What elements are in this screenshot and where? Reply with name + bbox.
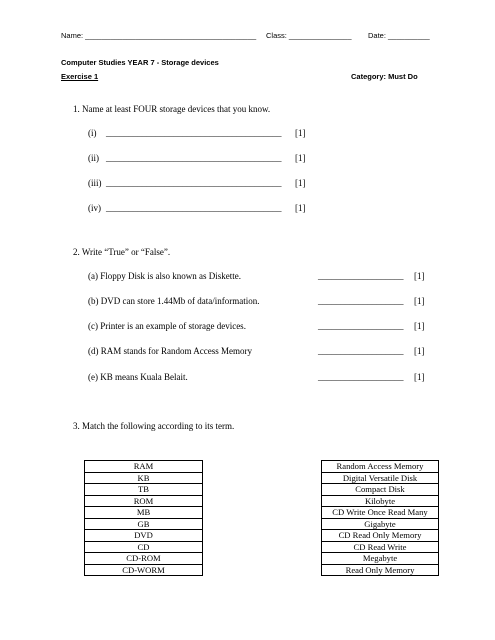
q2-statement: (e) KB means Kuala Belait. <box>88 372 188 382</box>
term-cell[interactable]: RAM <box>85 461 203 473</box>
q2-mark: [1] <box>414 296 425 306</box>
table-row <box>322 461 439 473</box>
q2-statement: (c) Printer is an example of storage devices. <box>88 321 246 331</box>
table-row <box>322 541 439 553</box>
table-row <box>85 564 203 576</box>
table-row <box>322 564 439 576</box>
definition-cell[interactable]: CD Read Write <box>322 541 439 553</box>
table-row <box>322 507 439 519</box>
definition-cell[interactable]: CD Read Only Memory <box>322 530 439 542</box>
q2-mark: [1] <box>414 271 425 281</box>
term-cell[interactable]: ROM <box>85 495 203 507</box>
term-cell[interactable]: KB <box>85 472 203 484</box>
term-cell[interactable]: CD <box>85 541 203 553</box>
definition-cell[interactable]: Digital Versatile Disk <box>322 472 439 484</box>
table-row <box>85 541 203 553</box>
q1-mark: [1] <box>295 153 306 163</box>
name-field-label[interactable]: Name: _________________________________________ <box>61 31 257 40</box>
q2-answer-line[interactable]: ___________________ <box>318 372 404 382</box>
q1-item-label: (i) <box>88 128 97 138</box>
q1-mark: [1] <box>295 178 306 188</box>
table-row <box>85 495 203 507</box>
question-1-prompt: 1. Name at least FOUR storage devices that you know. <box>73 104 271 114</box>
question-2-prompt: 2. Write “True” or “False”. <box>73 247 171 257</box>
table-row <box>85 484 203 496</box>
q1-answer-line[interactable]: _______________________________________ <box>106 128 282 138</box>
table-row <box>322 530 439 542</box>
exercise-heading: Exercise 1 <box>61 72 99 81</box>
term-cell[interactable]: CD-WORM <box>85 564 203 576</box>
question-3-prompt: 3. Match the following according to its term. <box>73 421 235 431</box>
table-row <box>322 495 439 507</box>
table-row <box>85 530 203 542</box>
definition-cell[interactable]: Compact Disk <box>322 484 439 496</box>
q2-mark: [1] <box>414 372 425 382</box>
q2-answer-line[interactable]: ___________________ <box>318 346 404 356</box>
table-row <box>85 461 203 473</box>
term-cell[interactable]: DVD <box>85 530 203 542</box>
definition-cell[interactable]: CD Write Once Read Many <box>322 507 439 519</box>
q2-answer-line[interactable]: ___________________ <box>318 296 404 306</box>
q1-item-label: (iii) <box>88 178 102 188</box>
q2-statement: (a) Floppy Disk is also known as Diskette. <box>88 271 241 281</box>
table-row <box>322 484 439 496</box>
q1-mark: [1] <box>295 128 306 138</box>
q2-statement: (d) RAM stands for Random Access Memory <box>88 346 252 356</box>
definition-cell[interactable]: Random Access Memory <box>322 461 439 473</box>
terms-table <box>84 460 203 576</box>
table-row <box>85 518 203 530</box>
table-row <box>85 553 203 565</box>
q1-mark: [1] <box>295 203 306 213</box>
date-field-label[interactable]: Date: __________ <box>368 31 430 40</box>
term-cell[interactable]: CD-ROM <box>85 553 203 565</box>
table-row <box>322 472 439 484</box>
class-field-label[interactable]: Class: _______________ <box>266 31 352 40</box>
q2-answer-line[interactable]: ___________________ <box>318 271 404 281</box>
definition-cell[interactable]: Gigabyte <box>322 518 439 530</box>
q2-mark: [1] <box>414 321 425 331</box>
q1-answer-line[interactable]: _______________________________________ <box>106 153 282 163</box>
table-row <box>322 553 439 565</box>
definition-cell[interactable]: Read Only Memory <box>322 564 439 576</box>
q2-statement: (b) DVD can store 1.44Mb of data/information. <box>88 296 260 306</box>
q1-item-label: (ii) <box>88 153 99 163</box>
q1-answer-line[interactable]: _______________________________________ <box>106 178 282 188</box>
q2-mark: [1] <box>414 346 425 356</box>
definitions-table <box>321 460 439 576</box>
definition-cell[interactable]: Kilobyte <box>322 495 439 507</box>
q2-answer-line[interactable]: ___________________ <box>318 321 404 331</box>
category-label: Category: Must Do <box>351 72 418 81</box>
table-row <box>322 518 439 530</box>
table-row <box>85 507 203 519</box>
term-cell[interactable]: TB <box>85 484 203 496</box>
term-cell[interactable]: GB <box>85 518 203 530</box>
definition-cell[interactable]: Megabyte <box>322 553 439 565</box>
course-title: Computer Studies YEAR 7 - Storage devices <box>61 58 219 67</box>
table-row <box>85 472 203 484</box>
q1-answer-line[interactable]: _______________________________________ <box>106 203 282 213</box>
q1-item-label: (iv) <box>88 203 101 213</box>
term-cell[interactable]: MB <box>85 507 203 519</box>
